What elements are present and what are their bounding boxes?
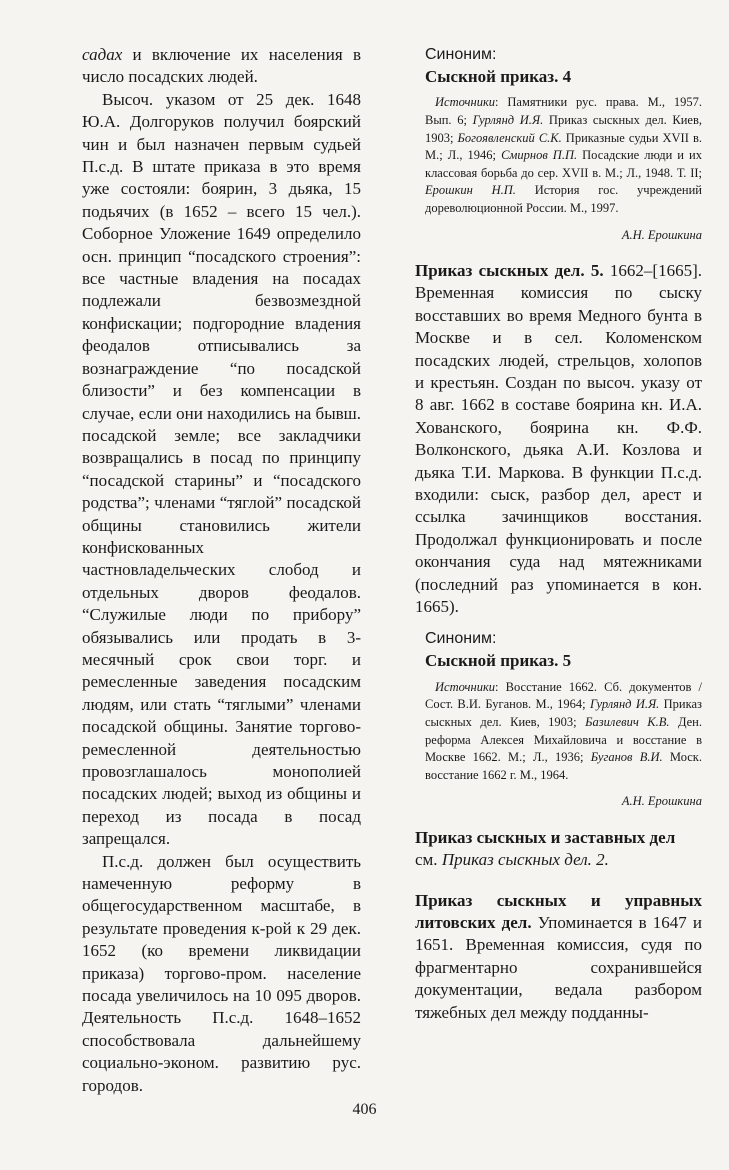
synonym-label: Синоним:: [425, 630, 497, 648]
synonym-value: Сыскной приказ. 5: [425, 651, 572, 671]
entry-title: Приказ сыскных и управных литовских дел.: [415, 890, 702, 933]
italic-word: садах: [82, 45, 123, 64]
paragraph-decree: Высоч. указом от 25 дек. 1648 Ю.А. Долгоруков получил боярский чин и был назначен первым судьей П.с.д. В штате приказа в это время уже состояли: боярин, 3 дьяка, 15 подьячих (в 1652 – всего 15 чел.). Соборное Уложение 1649 определило осн. принцип “посадского строения”: все частные владения на посадах подлежали безвозмездной конфискации; подгородние владения феодалов отписывались за вознаграждение “по посадской близости” и без компенсации в случае, если они находились на бывш. посадской земле; все закладчики возвращались в посад по принципу “посадской старины” и “посадского родства”; членами “тяглой” посадской общины становились жители конфискованных частновладельческих слобод и отдельных дворов феодалов. “Служилые люди по прибору” обязывались или продать в 3-месячный срок свои торг. и ремесленные заведения посадским людям, или стать “тяглыми” членами посадской общины. Занятие торгово-ремесленной деятельностью провозглашалось монополией посадских людей; выход из общины и переход из посада в посад запрещался.: [82, 89, 361, 849]
entry-upravnykh-litovskikh-del: Приказ сыскных и управных литовских дел. Упоминается в 1647 и 1651. Временная комиссия, судя по фрагментарно сохранившейся документации, ведала разбором тяжебных дел между подданны-: [415, 890, 702, 1022]
left-column: [82, 44, 361, 1097]
paragraph-reform: П.с.д. должен был осуществить намеченную реформу в общегосударственном масштабе, в результате проведения к-рой к 29 дек. 1652 (ко времени ликвидации приказа) торгово-пром. население посада увеличилось на 10 095 дворов. Деятельность П.с.д. 1648–1652 способствовала дальнейшему социально-эконом. развитию рус. городов.: [82, 851, 361, 1095]
entry-title: Приказ сыскных дел. 5.: [415, 260, 604, 280]
entry-zastavnykh-del: Приказ сыскных и заставных дел см. Приказ сыскных дел. 2.: [415, 827, 676, 870]
cross-reference: Приказ сыскных дел. 2.: [441, 850, 609, 870]
paragraph-continuation: садах и включение их населения в число посадских людей.: [82, 45, 361, 87]
entry-prikaz-syskhnykh-del-5: Приказ сыскных дел. 5. 1662–[1665]. Временная комиссия по сыску восставших во время Медного бунта в Москве и в сел. Коломенском посадских людей, стрельцов, холопов и крестьян. Создан по высоч. указу от 8 авг. 1662 в составе боярина кн. И.А. Хованского, боярина кн. Ф.Ф. Волконского, дьяка А.И. Козлова и дьяка Т.И. Маркова. В функции П.с.д. входили: сыск, разбор дел, арест и ссылка зачинщиков восстания. Продолжал функционировать и после окончания суда над мятежниками (последний раз упоминается в кон. 1665).: [415, 260, 702, 617]
author-signature: А.Н. Ерошкина: [621, 227, 702, 242]
page-number: 406: [352, 1101, 377, 1118]
right-column: [415, 44, 702, 1024]
entry-title: Приказ сыскных и заставных дел: [415, 827, 676, 847]
synonym-label: Синоним:: [425, 46, 497, 63]
synonym-value: Сыскной приказ. 4: [425, 67, 572, 86]
author-signature: А.Н. Ерошкина: [621, 794, 702, 809]
sources-block: Источники: Памятники рус. права. М., 1957. Вып. 6; Гурлянд И.Я. Приказ сыскных дел. Киев, 1903; Богоявленский С.К. Приказные судьи XVII в. М.; Л., 1946; Смирнов П.П. Посадские люди и их классовая борьба до сер. XVII в. М.; Л., 1948. Т. II; Ерошкин Н.П. История гос. учреждений дореволюционной России. М., 1997.: [425, 95, 702, 215]
sources-block: Источники: Восстание 1662. Сб. документов / Сост. В.И. Буганов. М., 1964; Гурлянд И.Я. Приказ сыскных дел. Киев, 1903; Базилевич К.В. Ден. реформа Алексея Михайловича и восстание в Москве 1662. М.; Л., 1936; Буганов В.И. Моск. восстание 1662 г. М., 1964.: [425, 679, 703, 782]
